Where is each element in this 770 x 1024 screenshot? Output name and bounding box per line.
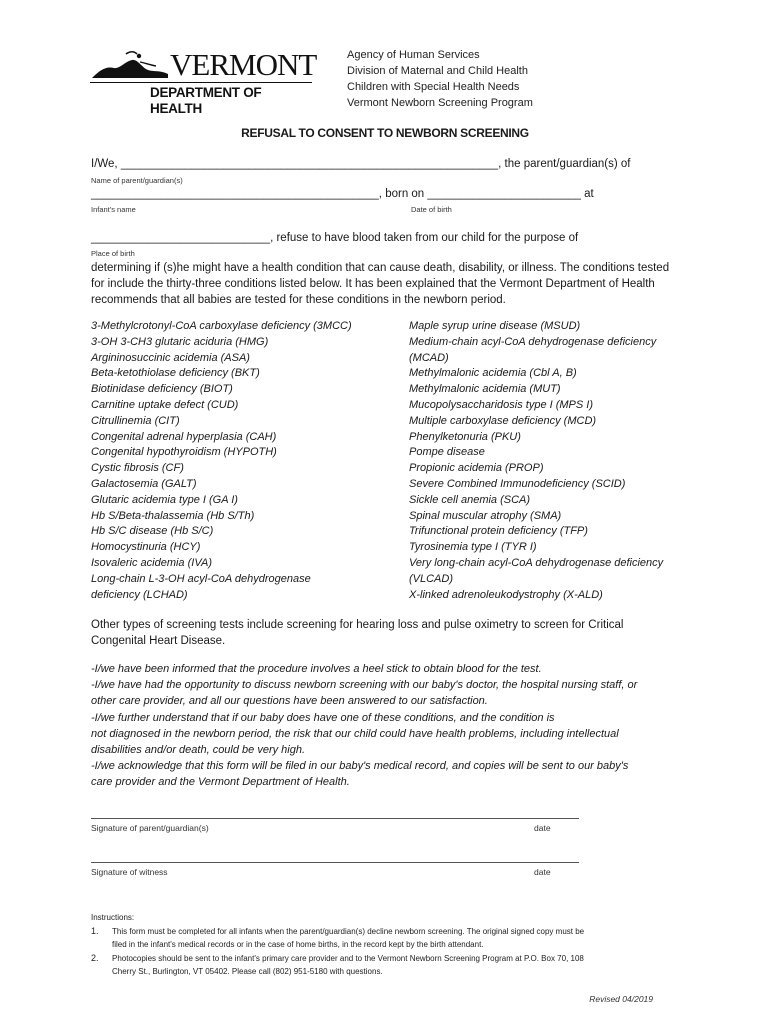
conditions-list-left xyxy=(91,319,352,603)
ack-line: -I/we further understand that if our baby does have one of these conditions, and the condition is xyxy=(91,711,555,724)
condition-item: Beta-ketothiolase deficiency (BKT) xyxy=(91,367,260,380)
condition-item: X-linked adrenoleukodystrophy (X-ALD) xyxy=(409,588,603,601)
condition-item: Maple syrup urine disease (MSUD) xyxy=(409,320,581,332)
condition-item: Mucopolysaccharidosis type I (MPS I) xyxy=(409,398,594,411)
condition-item: deficiency (LCHAD) xyxy=(91,588,188,601)
instructions-heading: Instructions: xyxy=(91,913,135,922)
paragraph-line: recommends that all babies are tested for these conditions in the newborn period. xyxy=(91,294,506,306)
agency-line: Division of Maternal and Child Health xyxy=(347,65,528,77)
place-of-birth-label: Place of birth xyxy=(91,249,135,258)
place-of-birth-line[interactable]: ____________________________, refuse to have blood taken from our child for the purpose of xyxy=(91,232,579,244)
ack-line: care provider and the Vermont Department of Health. xyxy=(91,776,350,789)
condition-item: Glutaric acidemia type I (GA I) xyxy=(91,493,238,506)
condition-item: Carnitine uptake defect (CUD) xyxy=(91,398,239,411)
parent-signature-label: Signature of parent/guardian(s) xyxy=(91,823,209,833)
condition-item: Methylmalonic acidemia (MUT) xyxy=(409,383,561,396)
parent-name-line[interactable]: I/We, ___________________________________________________________, the parent/guardian(s) of xyxy=(91,158,631,170)
ack-line: not diagnosed in the newborn period, the risk that our child could have health problems, including intellectual xyxy=(91,727,619,740)
vermont-health-logo xyxy=(90,47,317,116)
witness-date-label: date xyxy=(534,867,551,877)
agency-line: Children with Special Health Needs xyxy=(347,81,520,93)
condition-item: Hb S/C disease (Hb S/C) xyxy=(91,525,214,538)
instruction-number: 1. xyxy=(91,926,99,936)
ack-line: other care provider, and all our questions have been answered to our satisfaction. xyxy=(91,695,488,708)
condition-item: Medium-chain acyl-CoA dehydrogenase deficiency xyxy=(409,335,657,348)
condition-item: Argininosuccinic acidemia (ASA) xyxy=(91,351,250,364)
logo-wordmark: VERMONT xyxy=(170,47,317,82)
condition-item: (MCAD) xyxy=(409,351,449,364)
condition-item: Trifunctional protein deficiency (TFP) xyxy=(409,525,588,538)
condition-item: Tyrosinemia type I (TYR I) xyxy=(409,541,537,554)
conditions-list-right xyxy=(409,319,663,603)
agency-line: Vermont Newborn Screening Program xyxy=(347,97,533,109)
condition-item: Multiple carboxylase deficiency (MCD) xyxy=(409,414,597,427)
condition-item: 3-OH 3-CH3 glutaric aciduria (HMG) xyxy=(91,335,269,348)
paragraph-line: for include the thirty-three conditions listed below. It has been explained that the Vermont Department of Health xyxy=(91,278,655,290)
other-tests-paragraph xyxy=(91,617,691,649)
condition-item: Phenylketonuria (PKU) xyxy=(409,430,521,443)
instruction-line: Cherry St., Burlington, VT 05402. Please call (802) 951-5180 with questions. xyxy=(112,966,383,976)
condition-item: Pompe disease xyxy=(409,446,485,459)
ack-line: disabilities and/or death, could be very high. xyxy=(91,744,306,757)
condition-item: Cystic fibrosis (CF) xyxy=(91,462,184,475)
condition-item: Severe Combined Immunodeficiency (SCID) xyxy=(409,477,626,490)
condition-item: (VLCAD) xyxy=(409,572,454,585)
condition-item: Citrullinemia (CIT) xyxy=(91,414,180,427)
parent-date-label: date xyxy=(534,823,551,833)
condition-item: Biotinidase deficiency (BIOT) xyxy=(91,383,233,396)
condition-item: Isovaleric acidemia (IVA) xyxy=(91,556,213,569)
condition-item: Methylmalonic acidemia (Cbl A, B) xyxy=(409,367,577,380)
condition-item: Very long-chain acyl-CoA dehydrogenase deficiency xyxy=(409,556,664,569)
explanation-paragraph xyxy=(91,260,691,308)
condition-item: 3-Methylcrotonyl-CoA carboxylase deficiency (3MCC) xyxy=(91,320,352,332)
paragraph-line: determining if (s)he might have a health condition that can cause death, disability, or illness. The conditions tested xyxy=(91,262,670,274)
agency-block xyxy=(347,47,533,111)
parent-name-label: Name of parent/guardian(s) xyxy=(91,176,183,185)
instruction-line: filed in the infant's medical records or in the case of home births, in the record kept by the birth attendant. xyxy=(112,939,484,949)
condition-item: Congenital adrenal hyperplasia (CAH) xyxy=(91,430,277,443)
instruction-line: Photocopies should be sent to the infant's primary care provider and to the Vermont Newborn Screening Program at P.O. Box 70, 108 xyxy=(112,954,584,963)
condition-item: Hb S/Beta-thalassemia (Hb S/Th) xyxy=(91,509,255,522)
condition-item: Congenital hypothyroidism (HYPOTH) xyxy=(91,446,277,459)
condition-item: Homocystinuria (HCY) xyxy=(91,541,201,554)
paragraph-line: Other types of screening tests include screening for hearing loss and pulse oximetry to screen for Critical xyxy=(91,619,624,631)
revision-date: Revised 04/2019 xyxy=(589,994,653,1004)
mountain-bird-icon xyxy=(90,48,172,82)
ack-line: -I/we have been informed that the procedure involves a heel stick to obtain blood for the test. xyxy=(91,663,542,675)
infant-name-label: Infant's name xyxy=(91,205,136,214)
form-title: REFUSAL TO CONSENT TO NEWBORN SCREENING xyxy=(241,126,529,140)
dob-label: Date of birth xyxy=(411,205,452,214)
logo-department: DEPARTMENT OF HEALTH xyxy=(150,85,262,116)
condition-item: Sickle cell anemia (SCA) xyxy=(409,493,531,506)
paragraph-line: Congenital Heart Disease. xyxy=(91,635,226,647)
witness-signature-label: Signature of witness xyxy=(91,867,168,877)
condition-item: Long-chain L-3-OH acyl-CoA dehydrogenase xyxy=(91,572,311,585)
ack-line: -I/we have had the opportunity to discuss newborn screening with our baby's doctor, the hospital nursing staff, or xyxy=(91,679,638,692)
instruction-number: 2. xyxy=(91,953,99,963)
acknowledgements xyxy=(91,661,637,791)
condition-item: Propionic acidemia (PROP) xyxy=(409,462,544,475)
instruction-line: This form must be completed for all infants when the parent/guardian(s) decline newborn screening. The original signed copy must be xyxy=(112,927,585,936)
instruction-item xyxy=(112,953,584,978)
ack-line: -I/we acknowledge that this form will be filed in our baby's medical record, and copies will be sent to our baby's xyxy=(91,760,629,773)
agency-line: Agency of Human Services xyxy=(347,49,480,61)
condition-item: Spinal muscular atrophy (SMA) xyxy=(409,509,562,522)
witness-signature-line[interactable] xyxy=(91,862,579,863)
condition-item: Galactosemia (GALT) xyxy=(91,477,197,490)
logo-rule xyxy=(90,82,312,83)
parent-signature-line[interactable] xyxy=(91,818,579,819)
infant-dob-line[interactable]: _____________________________________________, born on ________________________ at xyxy=(91,188,594,200)
instruction-item xyxy=(112,926,584,951)
